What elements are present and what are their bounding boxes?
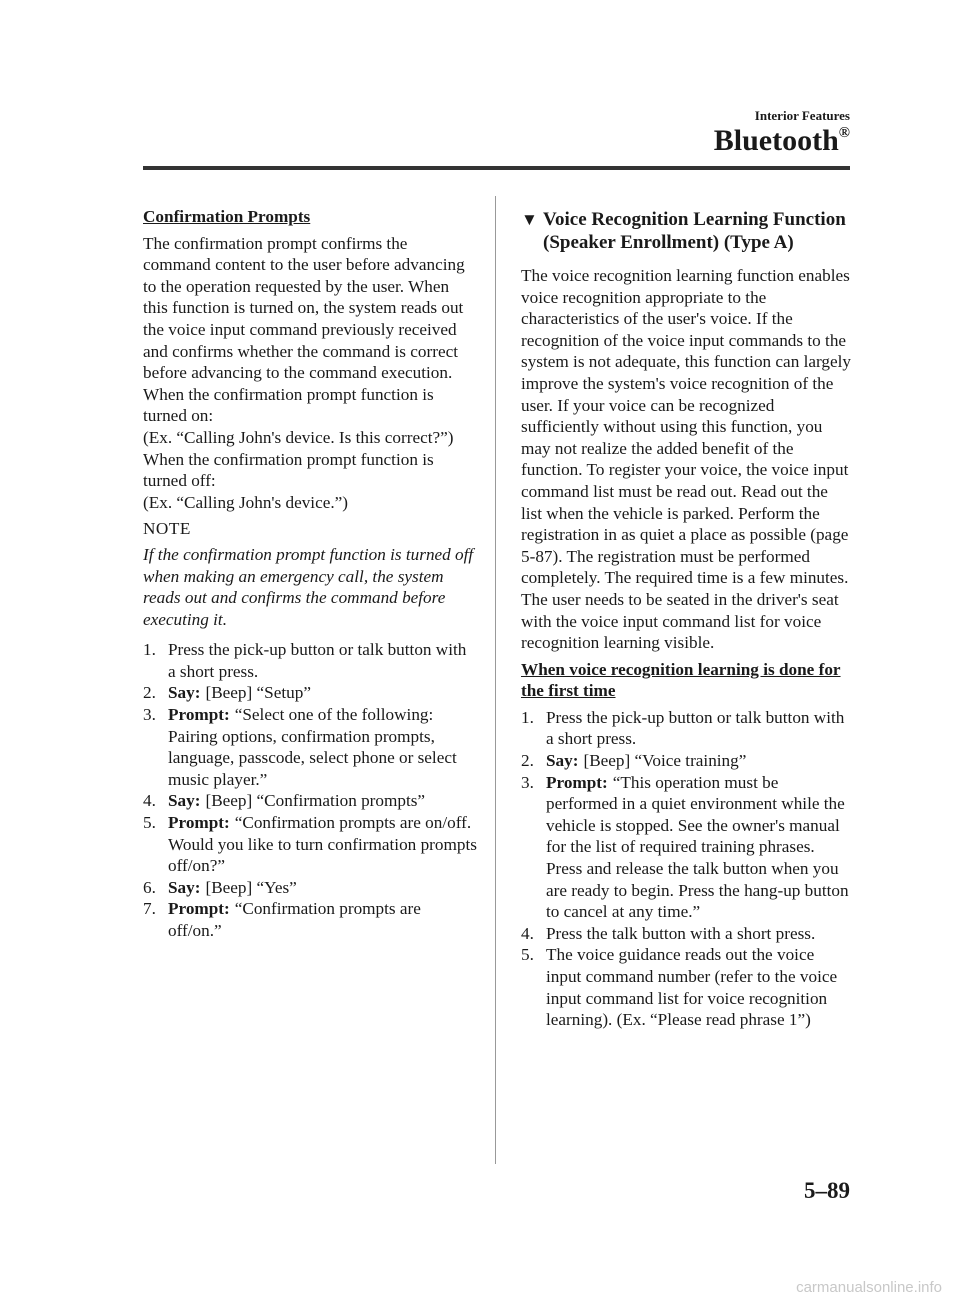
step-number: 2. bbox=[143, 683, 156, 703]
step-item bbox=[143, 812, 478, 877]
voice-learning-body: The voice recognition learning function enables voice recognition appropriate to the characteristics of the user's voice. If the recognition of the voice input commands to the system is not adequate, this function can largely improve the system's voice recognition of the user. If your voice can be recognized sufficiently without using this function, you may not realize the added benefit of the function. To register your voice, the voice input command list must be read out. Read out the list when the vehicle is parked. Perform the registration in as quiet a place as possible (page 5-87). The registration must be performed completely. The required time is a few minutes. The user needs to be seated in the driver's seat with the voice input command list for voice recognition learning visible. bbox=[521, 266, 851, 653]
step-text: [Beep] “Confirmation prompts” bbox=[205, 791, 426, 811]
voice-learning-heading-text: Voice Recognition Learning Function (Speaker Enrollment) (Type A) bbox=[543, 209, 846, 253]
step-keyword: Say: bbox=[168, 877, 201, 897]
step-item bbox=[143, 790, 478, 812]
registered-mark: ® bbox=[838, 125, 850, 141]
step-text: “This operation must be performed in a quiet environment while the vehicle is stopped. See the owner's manual for the list of required training phrases. Press and release the talk button when you are ready to begin. Press the hang-up button to cancel at any time.” bbox=[546, 772, 849, 922]
step-item bbox=[143, 704, 478, 790]
header-rule bbox=[143, 166, 850, 170]
section-label: Interior Features bbox=[754, 108, 850, 123]
step-item bbox=[521, 707, 851, 750]
step-keyword: Prompt: bbox=[546, 772, 608, 792]
step-item bbox=[143, 877, 478, 899]
off-example: (Ex. “Calling John's device.”) bbox=[143, 492, 348, 512]
left-column bbox=[143, 206, 478, 942]
page-title-text: Bluetooth bbox=[713, 124, 839, 157]
step-number: 1. bbox=[143, 640, 156, 660]
column-divider bbox=[495, 196, 496, 1164]
step-text: [Beep] “Setup” bbox=[205, 683, 311, 703]
step-number: 3. bbox=[143, 705, 156, 725]
on-label: When the confirmation prompt function is turned on: bbox=[143, 384, 434, 426]
step-text: Press the pick-up button or talk button with a short press. bbox=[168, 640, 467, 681]
step-text: The voice guidance reads out the voice input command number (refer to the voice input command list for voice recognition learning). (Ex. “Please read phrase 1”) bbox=[546, 945, 838, 1030]
left-step-list bbox=[143, 639, 478, 941]
step-item bbox=[143, 639, 478, 682]
step-text: “Confirmation prompts are off/on.” bbox=[168, 899, 421, 940]
step-item bbox=[521, 750, 851, 772]
step-keyword: Say: bbox=[168, 683, 201, 703]
step-item bbox=[521, 772, 851, 923]
step-item bbox=[143, 898, 478, 941]
first-time-subheading: When voice recognition learning is done for the first time bbox=[521, 659, 841, 701]
page-number: 5–89 bbox=[804, 1178, 850, 1203]
off-label: When the confirmation prompt function is turned off: bbox=[143, 449, 434, 491]
step-keyword: Say: bbox=[168, 791, 201, 811]
confirmation-prompts-heading: Confirmation Prompts bbox=[143, 207, 311, 226]
on-example: (Ex. “Calling John's device. Is this correct?”) bbox=[143, 427, 454, 447]
page-title bbox=[714, 124, 850, 158]
step-keyword: Prompt: bbox=[168, 813, 230, 833]
step-item bbox=[521, 923, 851, 945]
step-keyword: Prompt: bbox=[168, 899, 230, 919]
watermark: carmanualsonline.info bbox=[796, 1279, 942, 1296]
step-number: 4. bbox=[521, 923, 534, 943]
step-number: 2. bbox=[521, 751, 534, 771]
right-step-list bbox=[521, 707, 851, 1031]
triangle-bullet-icon: ▼ bbox=[521, 210, 538, 229]
step-number: 1. bbox=[521, 707, 534, 727]
step-text: “Confirmation prompts are on/off. Would you like to turn confirmation prompts off/on?” bbox=[168, 813, 477, 876]
step-number: 4. bbox=[143, 791, 156, 811]
step-number: 5. bbox=[143, 813, 156, 833]
step-keyword: Say: bbox=[546, 751, 579, 771]
step-text: [Beep] “Voice training” bbox=[583, 751, 747, 771]
note-title: NOTE bbox=[143, 519, 191, 539]
step-item bbox=[143, 682, 478, 704]
step-number: 6. bbox=[143, 877, 156, 897]
step-item bbox=[521, 944, 851, 1030]
step-keyword: Prompt: bbox=[168, 705, 230, 725]
voice-learning-heading bbox=[521, 208, 851, 254]
step-text: Press the pick-up button or talk button with a short press. bbox=[546, 707, 845, 749]
step-number: 5. bbox=[521, 945, 534, 965]
body-text: The confirmation prompt confirms the command content to the user before advancing to the operation requested by the user. When this function is turned on, the system reads out the voice input command previously received and confirms whether the command is correct before advancing to the command execution. bbox=[143, 233, 465, 383]
step-text: “Select one of the following: Pairing options, confirmation prompts, language, passcode, select phone or select music player.” bbox=[168, 705, 457, 789]
step-number: 3. bbox=[521, 772, 534, 792]
step-text: [Beep] “Yes” bbox=[205, 877, 297, 897]
confirmation-prompts-body bbox=[143, 233, 478, 514]
step-number: 7. bbox=[143, 899, 156, 919]
step-text: Press the talk button with a short press. bbox=[546, 923, 816, 943]
note-body: If the confirmation prompt function is turned off when making an emergency call, the system reads out and confirms the command before executing it. bbox=[143, 544, 474, 629]
right-column bbox=[521, 206, 851, 1031]
